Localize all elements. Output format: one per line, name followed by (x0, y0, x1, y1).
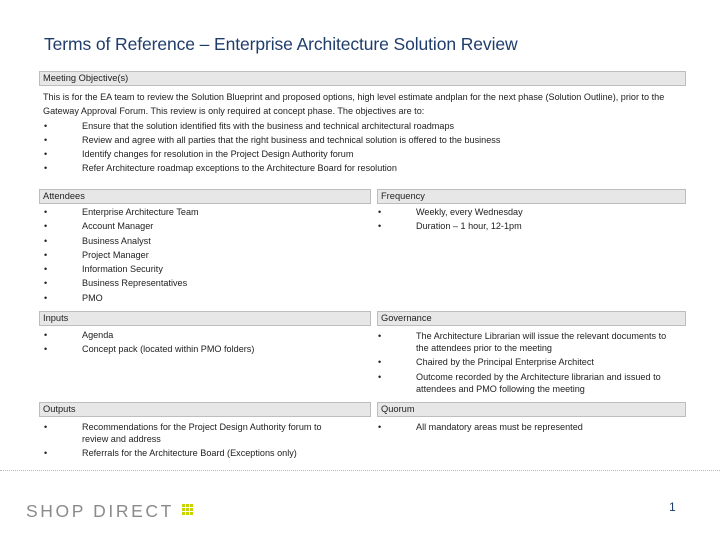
list-item: • Business Analyst (43, 234, 363, 248)
list-item: • Concept pack (located within PMO folders) (43, 342, 363, 356)
attendees-header: Attendees (39, 189, 371, 204)
meeting-objectives-section (43, 90, 693, 176)
logo-mark-icon (182, 504, 194, 516)
list-item: • Agenda (43, 328, 363, 342)
list-item: • Project Manager (43, 248, 363, 262)
list-item: • The Architecture Librarian will issue the relevant documents to the attendees prior to the meeting (377, 330, 680, 354)
list-item: • Chaired by the Principal Enterprise Architect (377, 356, 680, 368)
list-item: • Refer Architecture roadmap exceptions to the Architecture Board for resolution (43, 161, 693, 175)
list-item: • Weekly, every Wednesday (377, 205, 677, 219)
list-item: • Ensure that the solution identified fits with the business and technical architectural roadmaps (43, 119, 693, 133)
governance-header: Governance (377, 311, 686, 326)
meeting-objectives-header: Meeting Objective(s) (39, 71, 686, 86)
attendees-section (43, 205, 363, 305)
list-item: • All mandatory areas must be represented (377, 420, 677, 434)
list-item: • Business Representatives (43, 276, 363, 290)
company-logo (26, 501, 194, 522)
outputs-section (43, 421, 343, 462)
list-item: • Information Security (43, 262, 363, 276)
quorum-header: Quorum (377, 402, 686, 417)
logo-text: SHOP DIRECT (26, 501, 174, 521)
outputs-header: Outputs (39, 402, 371, 417)
list-item: • Enterprise Architecture Team (43, 205, 363, 219)
inputs-section (43, 328, 363, 357)
list-item: • Account Manager (43, 219, 363, 233)
page-number: 1 (669, 500, 676, 514)
list-item: • PMO (43, 291, 363, 305)
list-item: • Outcome recorded by the Architecture librarian and issued to attendees and PMO following the meeting (377, 371, 680, 395)
list-item: • Recommendations for the Project Design Authority forum to review and address (43, 421, 343, 445)
meeting-objectives-intro: This is for the EA team to review the Solution Blueprint and proposed options, high level estimate andplan for the next phase (Solution Outline), prior to the Gateway Approval Forum. This review is only required at concept phase. The objectives are to: (43, 92, 665, 117)
frequency-section (377, 205, 677, 234)
list-item: • Referrals for the Architecture Board (Exceptions only) (43, 447, 343, 459)
list-item: • Duration – 1 hour, 12-1pm (377, 219, 677, 233)
frequency-header: Frequency (377, 189, 686, 204)
quorum-section (377, 420, 677, 434)
list-item: • Identify changes for resolution in the Project Design Authority forum (43, 147, 693, 161)
page-title: Terms of Reference – Enterprise Architecture Solution Review (44, 34, 518, 54)
footer-divider (0, 470, 720, 471)
list-item: • Review and agree with all parties that the right business and technical solution is offered to the business (43, 133, 693, 147)
governance-section (377, 330, 680, 397)
inputs-header: Inputs (39, 311, 371, 326)
